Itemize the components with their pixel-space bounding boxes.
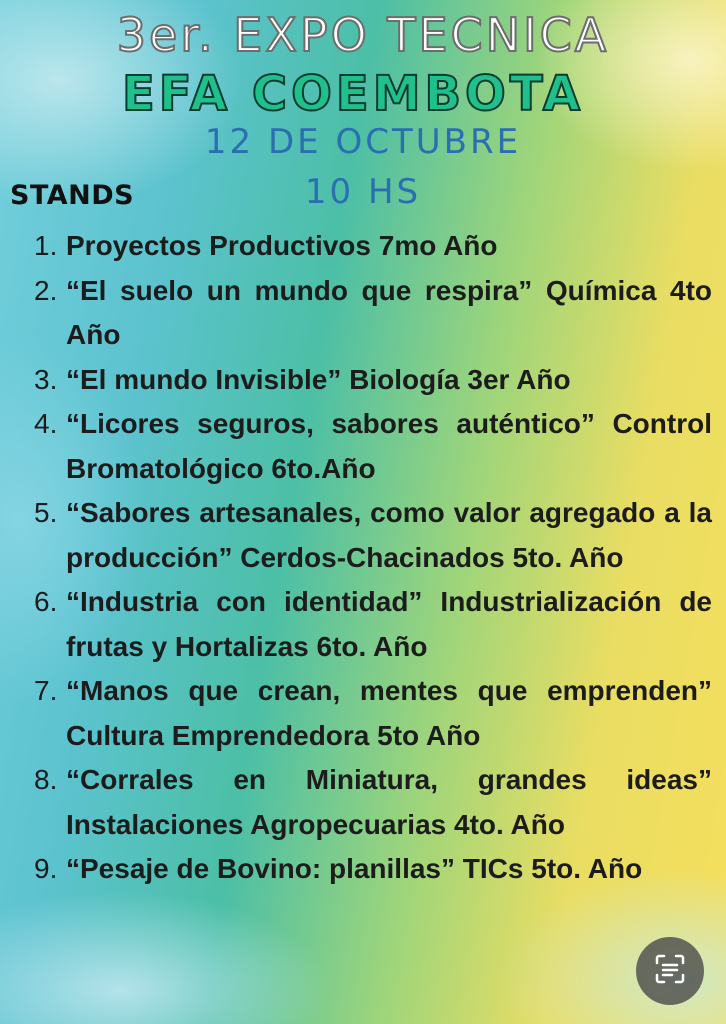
stands-heading: STANDS: [10, 180, 135, 211]
item-text: “Industria con identidad” Industrialización de frutas y Hortalizas 6to. Año: [66, 586, 712, 662]
item-text: “Corrales en Miniatura, grandes ideas” Instalaciones Agropecuarias 4to. Año: [66, 764, 712, 840]
list-item: [34, 269, 712, 358]
list-item: [34, 402, 712, 491]
list-item: [34, 224, 712, 269]
item-number: 9.: [34, 853, 58, 884]
item-text: “Manos que crean, mentes que emprenden” Cultura Emprendedora 5to Año: [66, 675, 712, 751]
event-date: 12 DE OCTUBRE: [204, 122, 522, 162]
item-number: 7.: [34, 675, 58, 706]
item-number: 3.: [34, 363, 58, 395]
list-item: [34, 758, 712, 847]
poster-title: 3er. EXPO TECNICA: [116, 8, 610, 62]
item-text: Proyectos Productivos 7mo Año: [66, 230, 498, 261]
item-number: 5.: [34, 497, 58, 528]
text-scan-button[interactable]: [636, 937, 704, 1005]
item-number: 2.: [34, 274, 58, 306]
text-scan-icon: [653, 952, 687, 990]
item-number: 4.: [34, 408, 58, 439]
list-item: [34, 669, 712, 758]
item-text: “El mundo Invisible” Biología 3er Año: [66, 363, 571, 395]
item-text: “Licores seguros, sabores auténtico” Control Bromatológico 6to.Año: [66, 408, 712, 484]
item-number: 6.: [34, 586, 58, 617]
list-item: [34, 358, 712, 403]
item-number: 1.: [34, 230, 58, 261]
event-time: 10 HS: [304, 172, 422, 212]
item-text: “El suelo un mundo que respira” Química 4to Año: [66, 274, 712, 350]
item-text: “Sabores artesanales, como valor agregado a la producción” Cerdos-Chacinados 5to. Año: [66, 497, 712, 573]
school-name: EFA COEMBOTA: [121, 66, 585, 122]
list-item: [34, 847, 712, 892]
list-item: [34, 580, 712, 669]
item-text: “Pesaje de Bovino: planillas” TICs 5to. Año: [66, 853, 643, 884]
item-number: 8.: [34, 764, 58, 795]
stands-list: [34, 224, 712, 892]
list-item: [34, 491, 712, 580]
